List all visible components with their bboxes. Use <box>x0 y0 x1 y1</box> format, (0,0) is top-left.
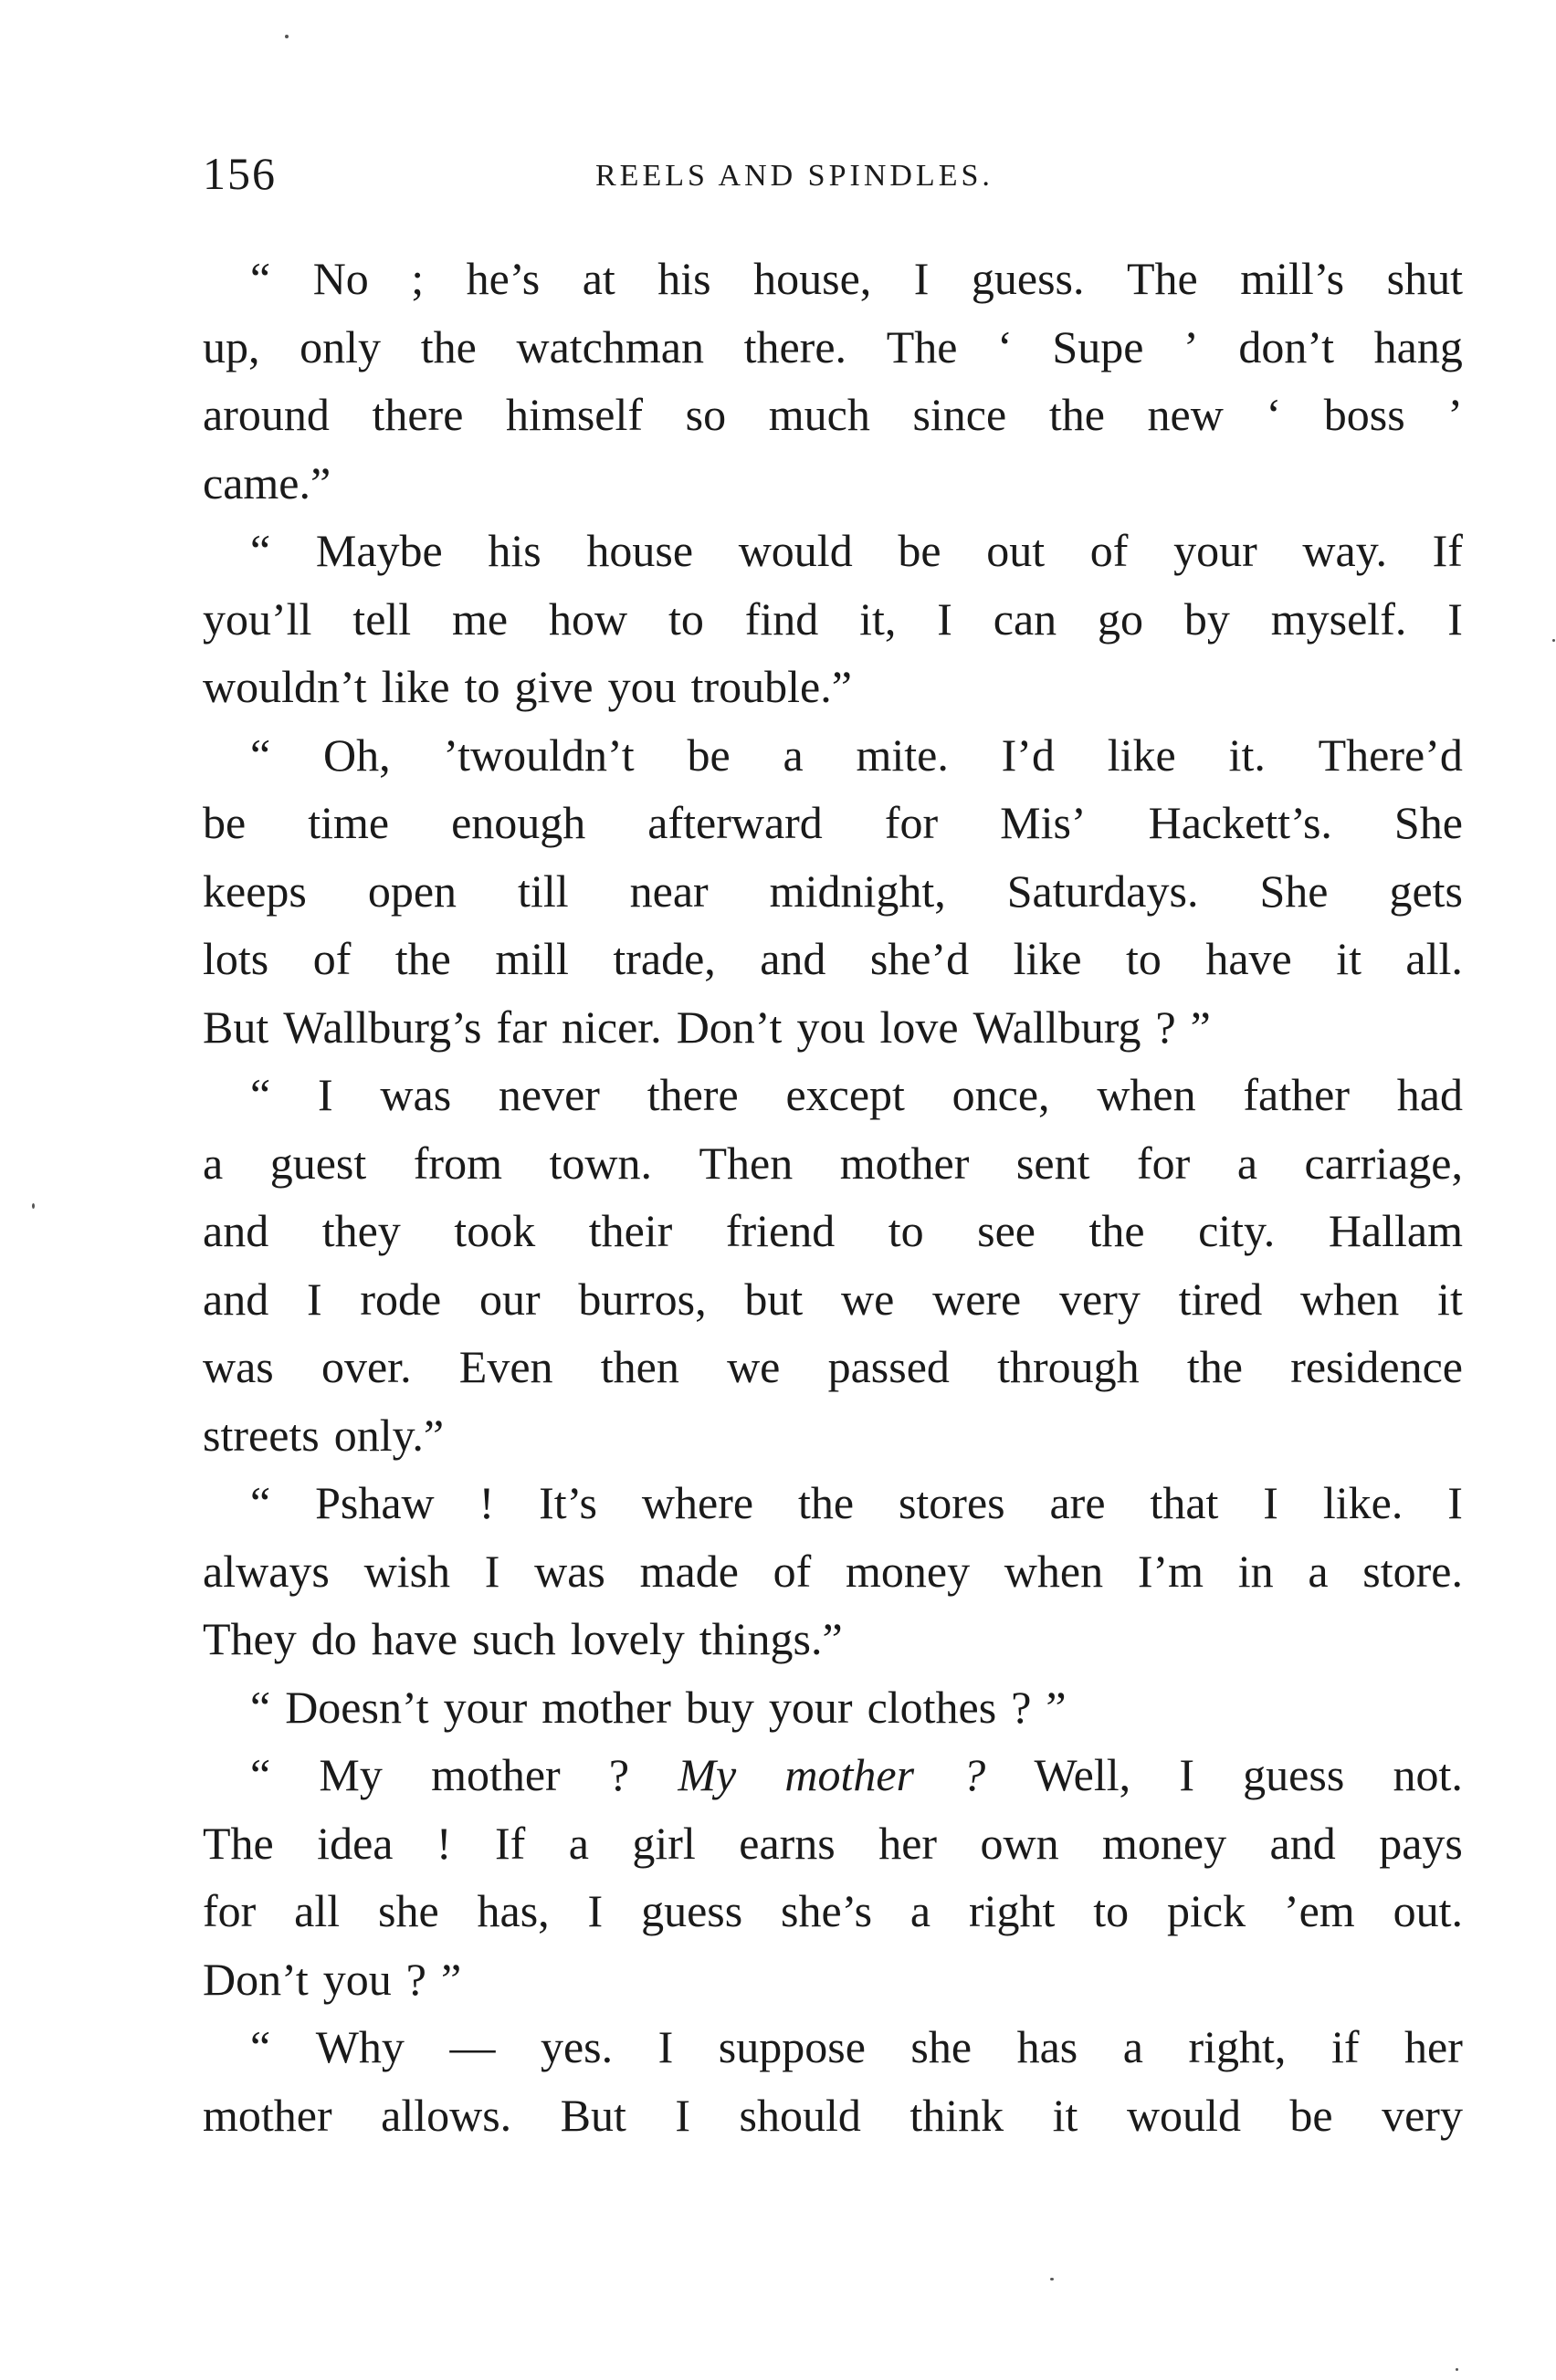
text-line: came.” <box>203 456 331 509</box>
text-line: for all she has, I guess she’s a right to pick ’em out. <box>203 1885 1463 1936</box>
text-line: up, only the watchman there. The ‘ Supe ’ don’t hang <box>203 320 1463 372</box>
text-line: you’ll tell me how to find it, I can go by myself. I <box>203 592 1463 645</box>
text-line: “ Maybe his house would be out of your way. If <box>250 525 1463 576</box>
scan-speck <box>285 35 289 38</box>
text-line: always wish I was made of money when I’m in a store. <box>203 1545 1463 1597</box>
page-header <box>203 146 1463 201</box>
text-line: They do have such lovely things.” <box>203 1613 843 1664</box>
scan-speck <box>1456 2368 1458 2371</box>
text-line: “ Pshaw ! It’s where the stores are that I like. I <box>250 1477 1463 1528</box>
text-line: and I rode our burros, but we were very tired when it <box>203 1273 1463 1325</box>
text-line: and they took their friend to see the city. Hallam <box>203 1205 1463 1256</box>
text-line: “ Doesn’t your mother buy your clothes ? ” <box>250 1681 1067 1733</box>
scan-speck <box>1552 639 1555 642</box>
text-line: “ My mother ? My mother ? Well, I guess not. <box>250 1749 1463 1800</box>
text-line: be time enough afterward for Mis’ Hackett’s. She <box>203 797 1463 848</box>
text-line: Don’t you ? ” <box>203 1953 462 2005</box>
text-line: was over. Even then we passed through the residence <box>203 1341 1463 1392</box>
text-line: mother allows. But I should think it would be very <box>203 2089 1463 2141</box>
text-line: wouldn’t like to give you trouble.” <box>203 661 852 712</box>
text-line: The idea ! If a girl earns her own money and pays <box>203 1817 1463 1869</box>
page-number: 156 <box>203 148 277 199</box>
text-line: streets only.” <box>203 1409 445 1461</box>
body-text <box>203 245 1463 2149</box>
text-line: keeps open till near midnight, Saturdays. She gets <box>203 865 1463 917</box>
scan-speck <box>32 1203 35 1209</box>
text-line: a guest from town. Then mother sent for a carriage, <box>203 1137 1463 1189</box>
text-line: “ No ; he’s at his house, I guess. The mill’s shut <box>250 253 1463 304</box>
text-line: “ I was never there except once, when father had <box>250 1069 1463 1120</box>
scan-speck <box>1050 2278 1054 2280</box>
text-line: lots of the mill trade, and she’d like to have it all. <box>203 933 1463 984</box>
running-title: REELS AND SPINDLES. <box>595 159 994 193</box>
text-line: “ Why — yes. I suppose she has a right, if her <box>250 2021 1463 2072</box>
text-line: around there himself so much since the new ‘ boss ’ <box>203 389 1463 440</box>
text-line: But Wallburg’s far nicer. Don’t you love Wallburg ? ” <box>203 1001 1211 1053</box>
text-line: “ Oh, ’twouldn’t be a mite. I’d like it. There’d <box>250 729 1463 781</box>
